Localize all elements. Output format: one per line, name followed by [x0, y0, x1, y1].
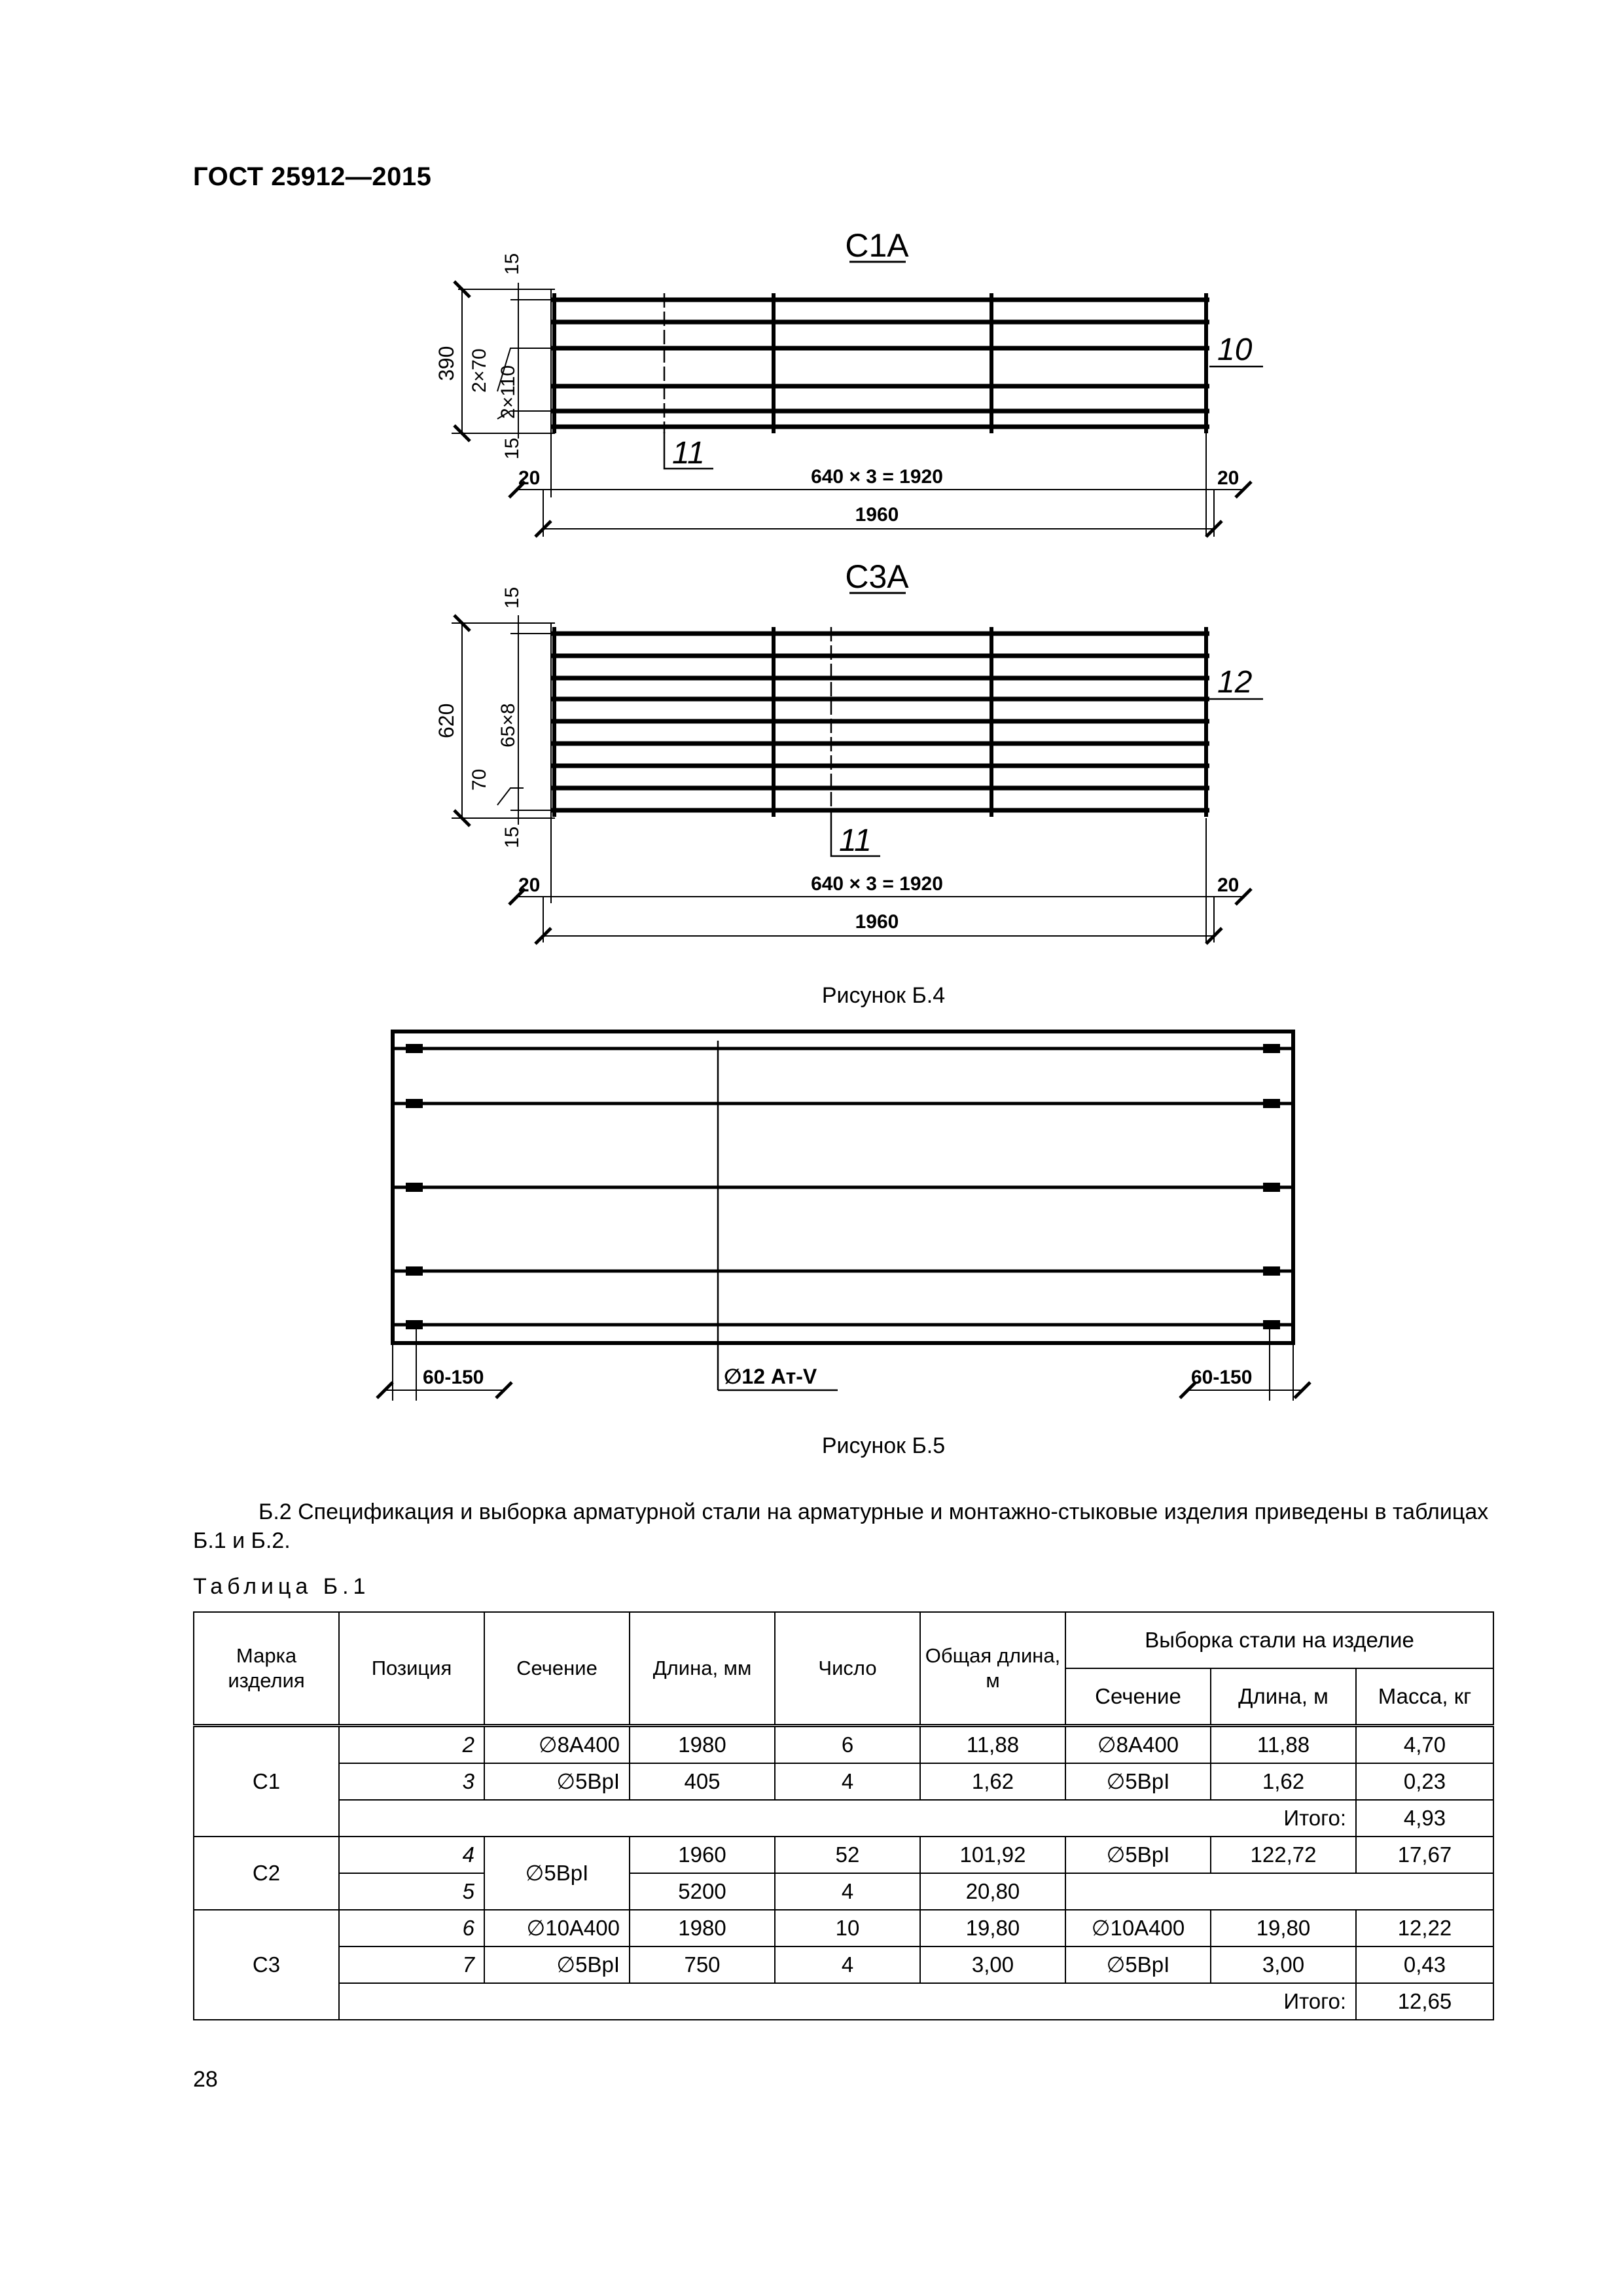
cell-length: 1960: [630, 1837, 775, 1873]
cell-sel-section: ∅10А400: [1065, 1910, 1211, 1946]
cell-length: 750: [630, 1946, 775, 1983]
cell-section: ∅5ВрI: [484, 1837, 630, 1910]
b5-dim-left: 60-150: [423, 1367, 484, 1388]
c1a-dim-right-end: 20: [1217, 467, 1240, 489]
cell-length: 1980: [630, 1726, 775, 1764]
cell-sel-section: ∅5ВрI: [1065, 1837, 1211, 1873]
cell-sel-length: 1,62: [1211, 1763, 1356, 1800]
header-count: Число: [775, 1612, 920, 1726]
cell-sel-mass: 4,70: [1356, 1726, 1493, 1764]
table-row: [194, 1837, 1493, 1873]
b5-horizontal-bars: [393, 1049, 1293, 1325]
cell-section: ∅8А400: [484, 1726, 630, 1764]
cell-sel-length: 122,72: [1211, 1837, 1356, 1873]
c3a-position-label-right: 12: [1217, 665, 1253, 700]
c1a-dim-2x70: 2×70: [469, 348, 490, 393]
cell-length: 405: [630, 1763, 775, 1800]
c1a-longitudinal-bars: [551, 300, 1209, 427]
cell-sel-length: 3,00: [1211, 1946, 1356, 1983]
total-label: Итого:: [339, 1800, 1356, 1837]
cell-total: 3,00: [920, 1946, 1065, 1983]
header-section: Сечение: [484, 1612, 630, 1726]
c1a-dim-total-height: 390: [435, 346, 458, 381]
cell-total: 20,80: [920, 1873, 1065, 1910]
table-row-total: [194, 1800, 1493, 1837]
table-row: [194, 1763, 1493, 1800]
c3a-dim-70: 70: [469, 768, 490, 791]
frame-b5: [385, 1031, 1302, 1401]
cell-sel-mass: 0,23: [1356, 1763, 1493, 1800]
c1a-position-label-right: 10: [1217, 332, 1253, 367]
page-number: 28: [193, 2067, 218, 2092]
cell-total: 19,80: [920, 1910, 1065, 1946]
cell-sel-length: 19,80: [1211, 1910, 1356, 1946]
cell-position: 2: [339, 1726, 484, 1764]
c1a-dim-2x110: 2×110: [497, 365, 519, 419]
header-total-length: Общая длина, м: [920, 1612, 1065, 1726]
header-mark: Марка изделия: [194, 1612, 339, 1726]
figure-b5-caption: Рисунок Б.5: [821, 1433, 946, 1458]
cell-sel-section: ∅5ВрI: [1065, 1763, 1211, 1800]
c3a-dim-right-end: 20: [1217, 874, 1240, 896]
specification-table: [193, 1611, 1494, 2020]
cell-section: ∅5ВрI: [484, 1946, 630, 1983]
c3a-dim-top: 15: [501, 586, 523, 609]
table-row: [194, 1873, 1493, 1910]
header-length-mm: Длина, мм: [630, 1612, 775, 1726]
cell-position: 5: [339, 1873, 484, 1910]
cell-sel-mass: 0,43: [1356, 1946, 1493, 1983]
table-row-total: [194, 1983, 1493, 2020]
cell-count: 6: [775, 1726, 920, 1764]
cell-empty: [1065, 1873, 1493, 1910]
b5-bar-label: ∅12 Ат-V: [724, 1365, 817, 1388]
table-row: [194, 1910, 1493, 1946]
header-position: Позиция: [339, 1612, 484, 1726]
total-value: 12,65: [1356, 1983, 1493, 2020]
c3a-title: С3А: [845, 558, 909, 595]
cell-total: 1,62: [920, 1763, 1065, 1800]
cell-section: ∅5ВрI: [484, 1763, 630, 1800]
c1a-position-label-bottom: 11: [672, 436, 705, 471]
cell-total: 11,88: [920, 1726, 1065, 1764]
paragraph-number: Б.2: [259, 1499, 292, 1524]
c1a-dim-top: 15: [501, 253, 523, 275]
header-selection: Выборка стали на изделие: [1065, 1612, 1493, 1668]
cell-section: ∅10А400: [484, 1910, 630, 1946]
c3a-dim-bottom: 15: [501, 826, 523, 848]
c3a-dim-left-end: 20: [518, 874, 541, 896]
cell-position: 6: [339, 1910, 484, 1946]
c3a-position-label-bottom: 11: [839, 823, 872, 858]
cell-sel-section: ∅8А400: [1065, 1726, 1211, 1764]
mesh-c3a: [435, 558, 1263, 942]
c3a-dim-spans: 640 × 3 = 1920: [811, 873, 943, 895]
mesh-c1a: [435, 227, 1263, 537]
cell-count: 4: [775, 1946, 920, 1983]
table-label: Таблица Б.1: [193, 1574, 370, 1599]
total-value: 4,93: [1356, 1800, 1493, 1837]
cell-count: 10: [775, 1910, 920, 1946]
cell-position: 7: [339, 1946, 484, 1983]
header-sel-mass: Масса, кг: [1356, 1668, 1493, 1726]
c1a-dim-overall: 1960: [855, 504, 899, 526]
c3a-dim-65x8: 65×8: [497, 703, 519, 747]
total-label: Итого:: [339, 1983, 1356, 2020]
c1a-title: С1А: [845, 227, 909, 264]
paragraph-text: Спецификация и выборка арматурной стали на арматурные и монтажно-стыковые изделия приведены в таблицах Б.1 и Б.2.: [193, 1499, 1489, 1553]
header-sel-length: Длина, м: [1211, 1668, 1356, 1726]
cell-length: 1980: [630, 1910, 775, 1946]
cell-count: 4: [775, 1873, 920, 1910]
cell-sel-mass: 17,67: [1356, 1837, 1493, 1873]
cell-total: 101,92: [920, 1837, 1065, 1873]
figure-b4-caption: Рисунок Б.4: [821, 983, 946, 1008]
cell-sel-length: 11,88: [1211, 1726, 1356, 1764]
c1a-dim-left-end: 20: [518, 467, 541, 489]
cell-count: 52: [775, 1837, 920, 1873]
c3a-longitudinal-bars: [551, 634, 1209, 810]
paragraph-b2: [193, 1498, 1495, 1555]
cell-sel-section: ∅5ВрI: [1065, 1946, 1211, 1983]
c3a-dim-overall: 1960: [855, 911, 899, 933]
header-sel-section: Сечение: [1065, 1668, 1211, 1726]
b5-dim-right: 60-150: [1191, 1367, 1253, 1388]
document-header: ГОСТ 25912—2015: [193, 162, 432, 191]
b5-dimensions: [385, 1329, 1302, 1401]
c1a-dim-bottom: 15: [501, 437, 523, 459]
cell-length: 5200: [630, 1873, 775, 1910]
cell-position: 4: [339, 1837, 484, 1873]
table-row: [194, 1946, 1493, 1983]
cell-position: 3: [339, 1763, 484, 1800]
c1a-dim-spans: 640 × 3 = 1920: [811, 466, 943, 488]
table-row: [194, 1726, 1493, 1764]
cell-count: 4: [775, 1763, 920, 1800]
mark-c3: С3: [194, 1910, 339, 2020]
cell-sel-mass: 12,22: [1356, 1910, 1493, 1946]
table-header-row-1: [194, 1612, 1493, 1668]
mark-c1: С1: [194, 1726, 339, 1837]
mark-c2: С2: [194, 1837, 339, 1910]
c3a-dim-total-height: 620: [435, 703, 458, 738]
